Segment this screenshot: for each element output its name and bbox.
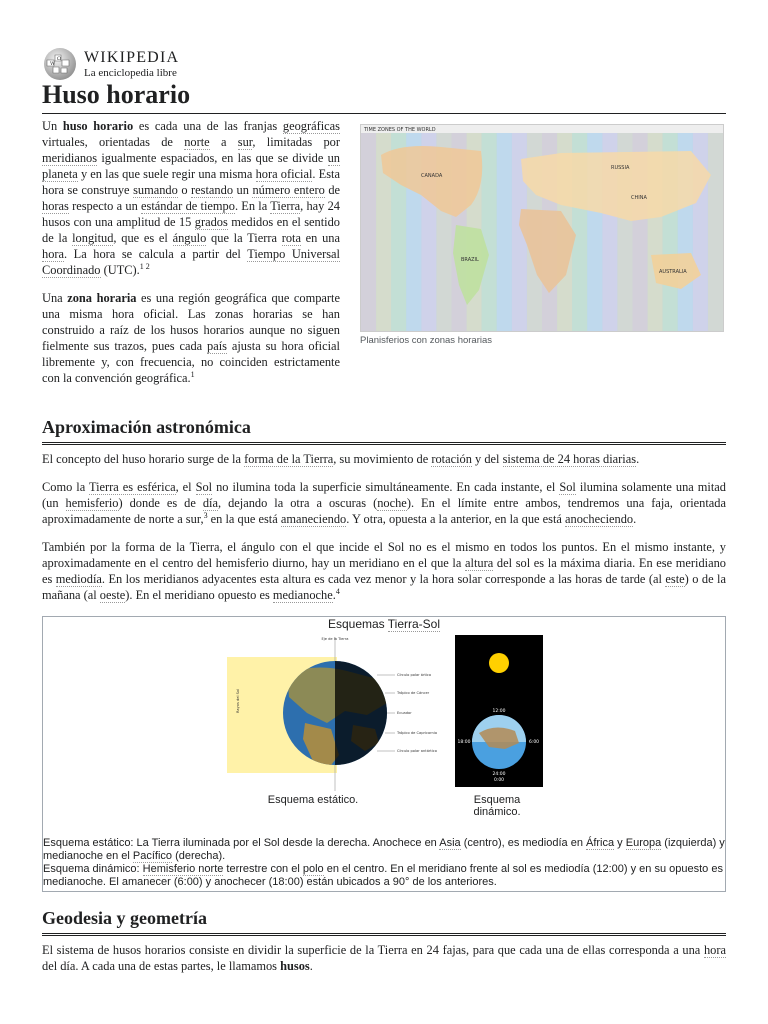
link-hemisferio-norte[interactable]: Hemisferio norte [142, 863, 224, 875]
sun-rays-label: Rayos del Sol [236, 688, 240, 713]
link-sol[interactable]: Sol [195, 480, 213, 494]
article-page [42, 0, 726, 1024]
link-pacifico[interactable]: Pacífico [132, 850, 173, 862]
map-caption: Planisferios con zonas horarias [360, 335, 493, 346]
wordmark: WIKIPEDIA [84, 48, 180, 66]
reference-marker[interactable]: 1 2 [139, 261, 150, 271]
tagline: La enciclopedia libre [84, 66, 177, 79]
link-geograficas[interactable]: geográficas [282, 119, 340, 133]
time-zone-map-figure [360, 124, 726, 346]
link-dia[interactable]: día [202, 496, 218, 510]
map-label: RUSSIA [611, 165, 630, 171]
time-label-midnight: 24:00 [492, 772, 506, 777]
dynamic-diagram-label: Esquema dinámico. [473, 794, 521, 818]
link-asia[interactable]: Asia [439, 837, 461, 849]
paragraph: También por la forma de la Tierra, el ángulo con el que incide el Sol no es el mismo en todos los puntos. En el mismo instante, y aproximadamente en el centro del hemisferio diurno, hay un meridiano en el que la altura del sol es la máxima diaria. En ese meridiano es mediodía. En los meridianos adyacentes esta altura es cada vez menor y la hora solar corresponde a las horas de tarde (al este) o de la mañana (al oeste). En el meridiano opuesto es medianoche.$^4$ [42, 540, 727, 602]
link-anocheciendo[interactable]: anocheciendo [565, 512, 634, 526]
link-utc[interactable]: Tiempo Universal Coordinado [42, 247, 341, 277]
link-hora[interactable]: hora [703, 943, 726, 957]
lead-paragraph-2: Una zona horaria es una región geográfica que comparte una misma hora oficial. Las zonas horarias se han construido a raíz de los husos horarios aunque no siguen fielmente sus trazos, pues cada país ajusta su hora oficial libremente y, con frecuencia, no coinciden estrictamente con la convención geográfica.$^1$ [42, 291, 340, 385]
link-polo[interactable]: polo [302, 863, 324, 875]
reference-marker[interactable]: 3 [203, 510, 208, 520]
link-amaneciendo[interactable]: amaneciendo [280, 512, 347, 526]
link-sur[interactable]: sur [237, 135, 253, 149]
time-zone-band [497, 133, 512, 331]
earth-axis-label: Eje de la Tierra [321, 637, 349, 641]
wikipedia-globe-icon [42, 46, 78, 82]
time-label-dusk: 18:00 [457, 740, 471, 745]
map-label: AUSTRALIA [659, 269, 687, 275]
map-header: TIME ZONES OF THE WORLD [364, 127, 436, 133]
link-forma-de-la-tierra[interactable]: forma de la Tierra [244, 452, 334, 466]
link-grados[interactable]: grados [194, 215, 228, 229]
esquemas-title: Esquemas Tierra-Sol [327, 617, 441, 631]
section-geodesia [42, 942, 726, 974]
link-estandar-de-tiempo[interactable]: estándar de tiempo [141, 199, 235, 213]
paragraph: El sistema de husos horarios consiste en dividir la superficie de la Tierra en 24 fajas, para que cada una de ellas corresponda a una hora del día. A cada una de estas partes, le llamamos husos. [42, 943, 726, 973]
paragraph: El concepto del huso horario surge de la forma de la Tierra, su movimiento de rotación y del sistema de 24 horas diarias. [42, 452, 640, 466]
link-hemisferio[interactable]: hemisferio [65, 496, 119, 510]
link-sol[interactable]: Sol [559, 480, 576, 494]
section-heading-astronomica: Aproximación astronómica [42, 416, 726, 445]
time-zone-band [482, 133, 497, 331]
link-altura[interactable]: altura [465, 556, 494, 570]
svg-text:Ω: Ω [57, 56, 62, 62]
link-meridianos[interactable]: meridianos [42, 151, 98, 165]
line-label: Círculo polar antártico [397, 749, 437, 753]
static-diagram-label: Esquema estático. [267, 794, 359, 806]
link-angulo[interactable]: ángulo [172, 231, 207, 245]
link-hora-oficial[interactable]: hora oficial [255, 167, 313, 181]
link-tierra-esferica[interactable]: Tierra es esférica [88, 480, 176, 494]
link-planeta[interactable]: un planeta [42, 151, 340, 181]
link-longitud[interactable]: longitud [72, 231, 114, 245]
link-africa[interactable]: África [586, 837, 615, 849]
map-label: BRAZIL [461, 257, 479, 263]
line-label: Trópico de Cáncer [397, 691, 430, 695]
link-medianoche[interactable]: medianoche [272, 588, 333, 602]
link-pais[interactable]: país [207, 339, 227, 353]
link-norte[interactable]: norte [184, 135, 210, 149]
caption-line: Esquema estático: La Tierra iluminada por el Sol desde la derecha. Anochece en Asia (centro), es mediodía en África y Europa (izquierda) y medianoche en el Pacífico (derecha). [43, 837, 725, 862]
section-astronomica [42, 451, 726, 603]
lead-section [42, 118, 340, 386]
link-sumando[interactable]: sumando [133, 183, 178, 197]
reference-marker[interactable]: 1 [190, 369, 195, 379]
link-numero-entero[interactable]: número entero [252, 183, 325, 197]
link-europa[interactable]: Europa [625, 837, 662, 849]
map-label: CANADA [421, 173, 443, 179]
link-este[interactable]: este [665, 572, 685, 586]
map-label: CHINA [631, 195, 647, 201]
esquemas-caption [43, 837, 725, 889]
page-title: Huso horario [42, 80, 726, 114]
line-label: Ecuador [397, 711, 412, 715]
time-zone-band [361, 133, 376, 331]
link-horas[interactable]: horas [42, 199, 69, 213]
wikipedia-logo[interactable] [42, 44, 179, 84]
link-mediodia[interactable]: mediodía [55, 572, 102, 586]
time-zone-map-image[interactable] [360, 124, 724, 332]
line-label: Trópico de Capricornio [397, 731, 438, 735]
time-label-dawn: 6:00 [528, 740, 540, 745]
lead-paragraph-1: Un huso horario es cada una de las franjas geográficas virtuales, orientadas de norte a sur, limitadas por meridianos igualmente espaciados, en las que se divide un planeta y en las que suele regir una misma hora oficial. Esta hora se construye sumando o restando un número entero de horas respecto a un estándar de tiempo. En la Tierra, hay 24 husos con una amplitud de 15 grados medidos en el sentido de la longitud, que es el ángulo que la Tierra rota en una hora. La hora se calcula a partir del Tiempo Universal Coordinado (UTC).$^{1 2}$ [42, 119, 341, 277]
link-sistema-24-horas[interactable]: sistema de 24 horas diarias [502, 452, 637, 466]
link-tierra-sol[interactable]: Tierra-Sol [387, 617, 441, 631]
link-rota[interactable]: rota [281, 231, 301, 245]
line-label: Círculo polar ártico [397, 673, 432, 677]
time-label-zero: 0:00 [493, 778, 505, 783]
link-restando[interactable]: restando [191, 183, 234, 197]
paragraph: Como la Tierra es esférica, el Sol no ilumina toda la superficie simultáneamente. En cada instante, el Sol ilumina solamente una mitad (un hemisferio) donde es de día, dejando la otra a oscuras (noche). En el límite entre ambos, tendremos una faja, orientada aproximadamente de norte a sur,$^3$ en la que está amaneciendo. Y otra, opuesta a la anterior, en la que está anocheciendo. [42, 480, 726, 526]
link-noche[interactable]: noche [377, 496, 407, 510]
section-heading-geodesia: Geodesia y geometría [42, 907, 726, 936]
link-tierra[interactable]: Tierra [270, 199, 301, 213]
caption-line: Esquema dinámico: Hemisferio norte terrestre con el polo en el centro. En el meridiano frente al sol es mediodía (12:00) y en su opuesto es medianoche. El amanecer (6:00) y anochecer (18:00) están ubicados a 90° de los anteriores. [43, 863, 723, 888]
svg-text:W: W [50, 61, 56, 67]
esquemas-figure [42, 616, 726, 892]
link-oeste[interactable]: oeste [99, 588, 126, 602]
link-hora[interactable]: hora [42, 247, 65, 261]
static-earth-diagram[interactable] [227, 633, 447, 791]
time-zone-band [708, 133, 723, 331]
dynamic-earth-diagram[interactable] [455, 635, 543, 787]
time-label-noon: 12:00 [492, 709, 506, 714]
reference-marker[interactable]: 4 [335, 586, 340, 596]
link-rotacion[interactable]: rotación [431, 452, 472, 466]
